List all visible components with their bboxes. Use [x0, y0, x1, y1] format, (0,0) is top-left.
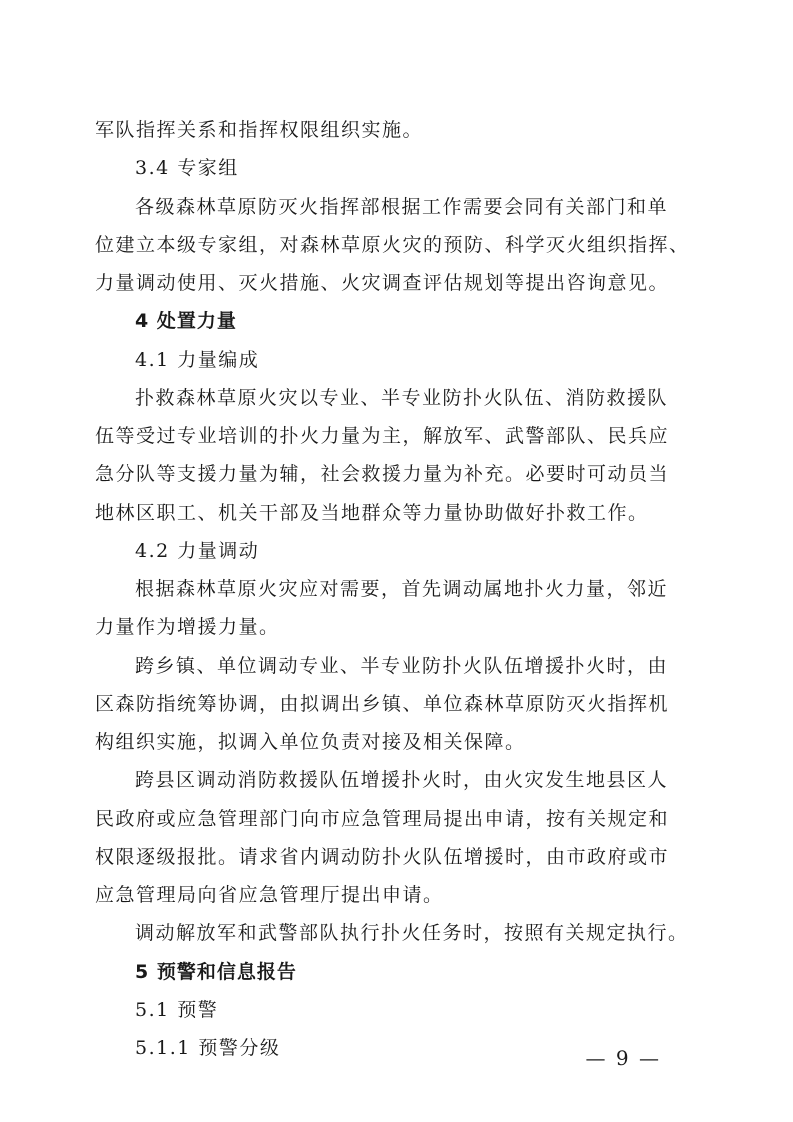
body-text-line: 调动解放军和武警部队执行扑火任务时，按照有关规定执行。 [135, 922, 689, 944]
body-text-line: 伍等受过专业培训的扑火力量为主，解放军、武警部队、民兵应 [95, 425, 670, 447]
body-text-line: 急分队等支援力量为辅，社会救援力量为补充。必要时可动员当 [95, 463, 670, 485]
body-text-line: 权限逐级报批。请求省内调动防扑火队伍增援时，由市政府或市 [95, 846, 670, 868]
body-text-line: 应急管理局向省应急管理厅提出申请。 [95, 884, 444, 906]
chapter-heading-5: 5 预警和信息报告 [135, 961, 297, 983]
body-text-line: 力量作为增援力量。 [95, 616, 280, 638]
section-heading-5-1-1: 5.1.1 预警分级 [135, 1037, 281, 1059]
body-text-line: 根据森林草原火灾应对需要，首先调动属地扑火力量，邻近 [135, 578, 669, 600]
chapter-heading-4: 4 处置力量 [135, 310, 237, 332]
body-text-line: 军队指挥关系和指挥权限组织实施。 [95, 119, 424, 141]
section-heading-3-4: 3.4 专家组 [135, 157, 239, 179]
body-text-line: 构组织实施，拟调入单位负责对接及相关保障。 [95, 731, 526, 753]
body-text-line: 力量调动使用、灭火措施、火灾调查评估规划等提出咨询意见。 [95, 272, 670, 294]
body-text-line: 各级森林草原防灭火指挥部根据工作需要会同有关部门和单 [135, 196, 669, 218]
body-text-line: 扑救森林草原火灾以专业、半专业防扑火队伍、消防救援队 [135, 387, 669, 409]
body-text-line: 跨乡镇、单位调动专业、半专业防扑火队伍增援扑火时，由 [135, 655, 669, 677]
section-heading-4-2: 4.2 力量调动 [135, 540, 260, 562]
body-text-line: 位建立本级专家组，对森林草原火灾的预防、科学灭火组织指挥、 [95, 234, 690, 256]
body-text-line: 地林区职工、机关干部及当地群众等力量协助做好扑救工作。 [95, 502, 649, 524]
section-heading-5-1: 5.1 预警 [135, 999, 219, 1021]
body-text-line: 区森防指统筹协调，由拟调出乡镇、单位森林草原防灭火指挥机 [95, 693, 670, 715]
body-text-line: 跨县区调动消防救援队伍增援扑火时，由火灾发生地县区人 [135, 769, 669, 791]
body-text-line: 民政府或应急管理部门向市应急管理局提出申请，按有关规定和 [95, 808, 670, 830]
page-number: — 9 — [585, 1046, 661, 1070]
section-heading-4-1: 4.1 力量编成 [135, 349, 260, 371]
